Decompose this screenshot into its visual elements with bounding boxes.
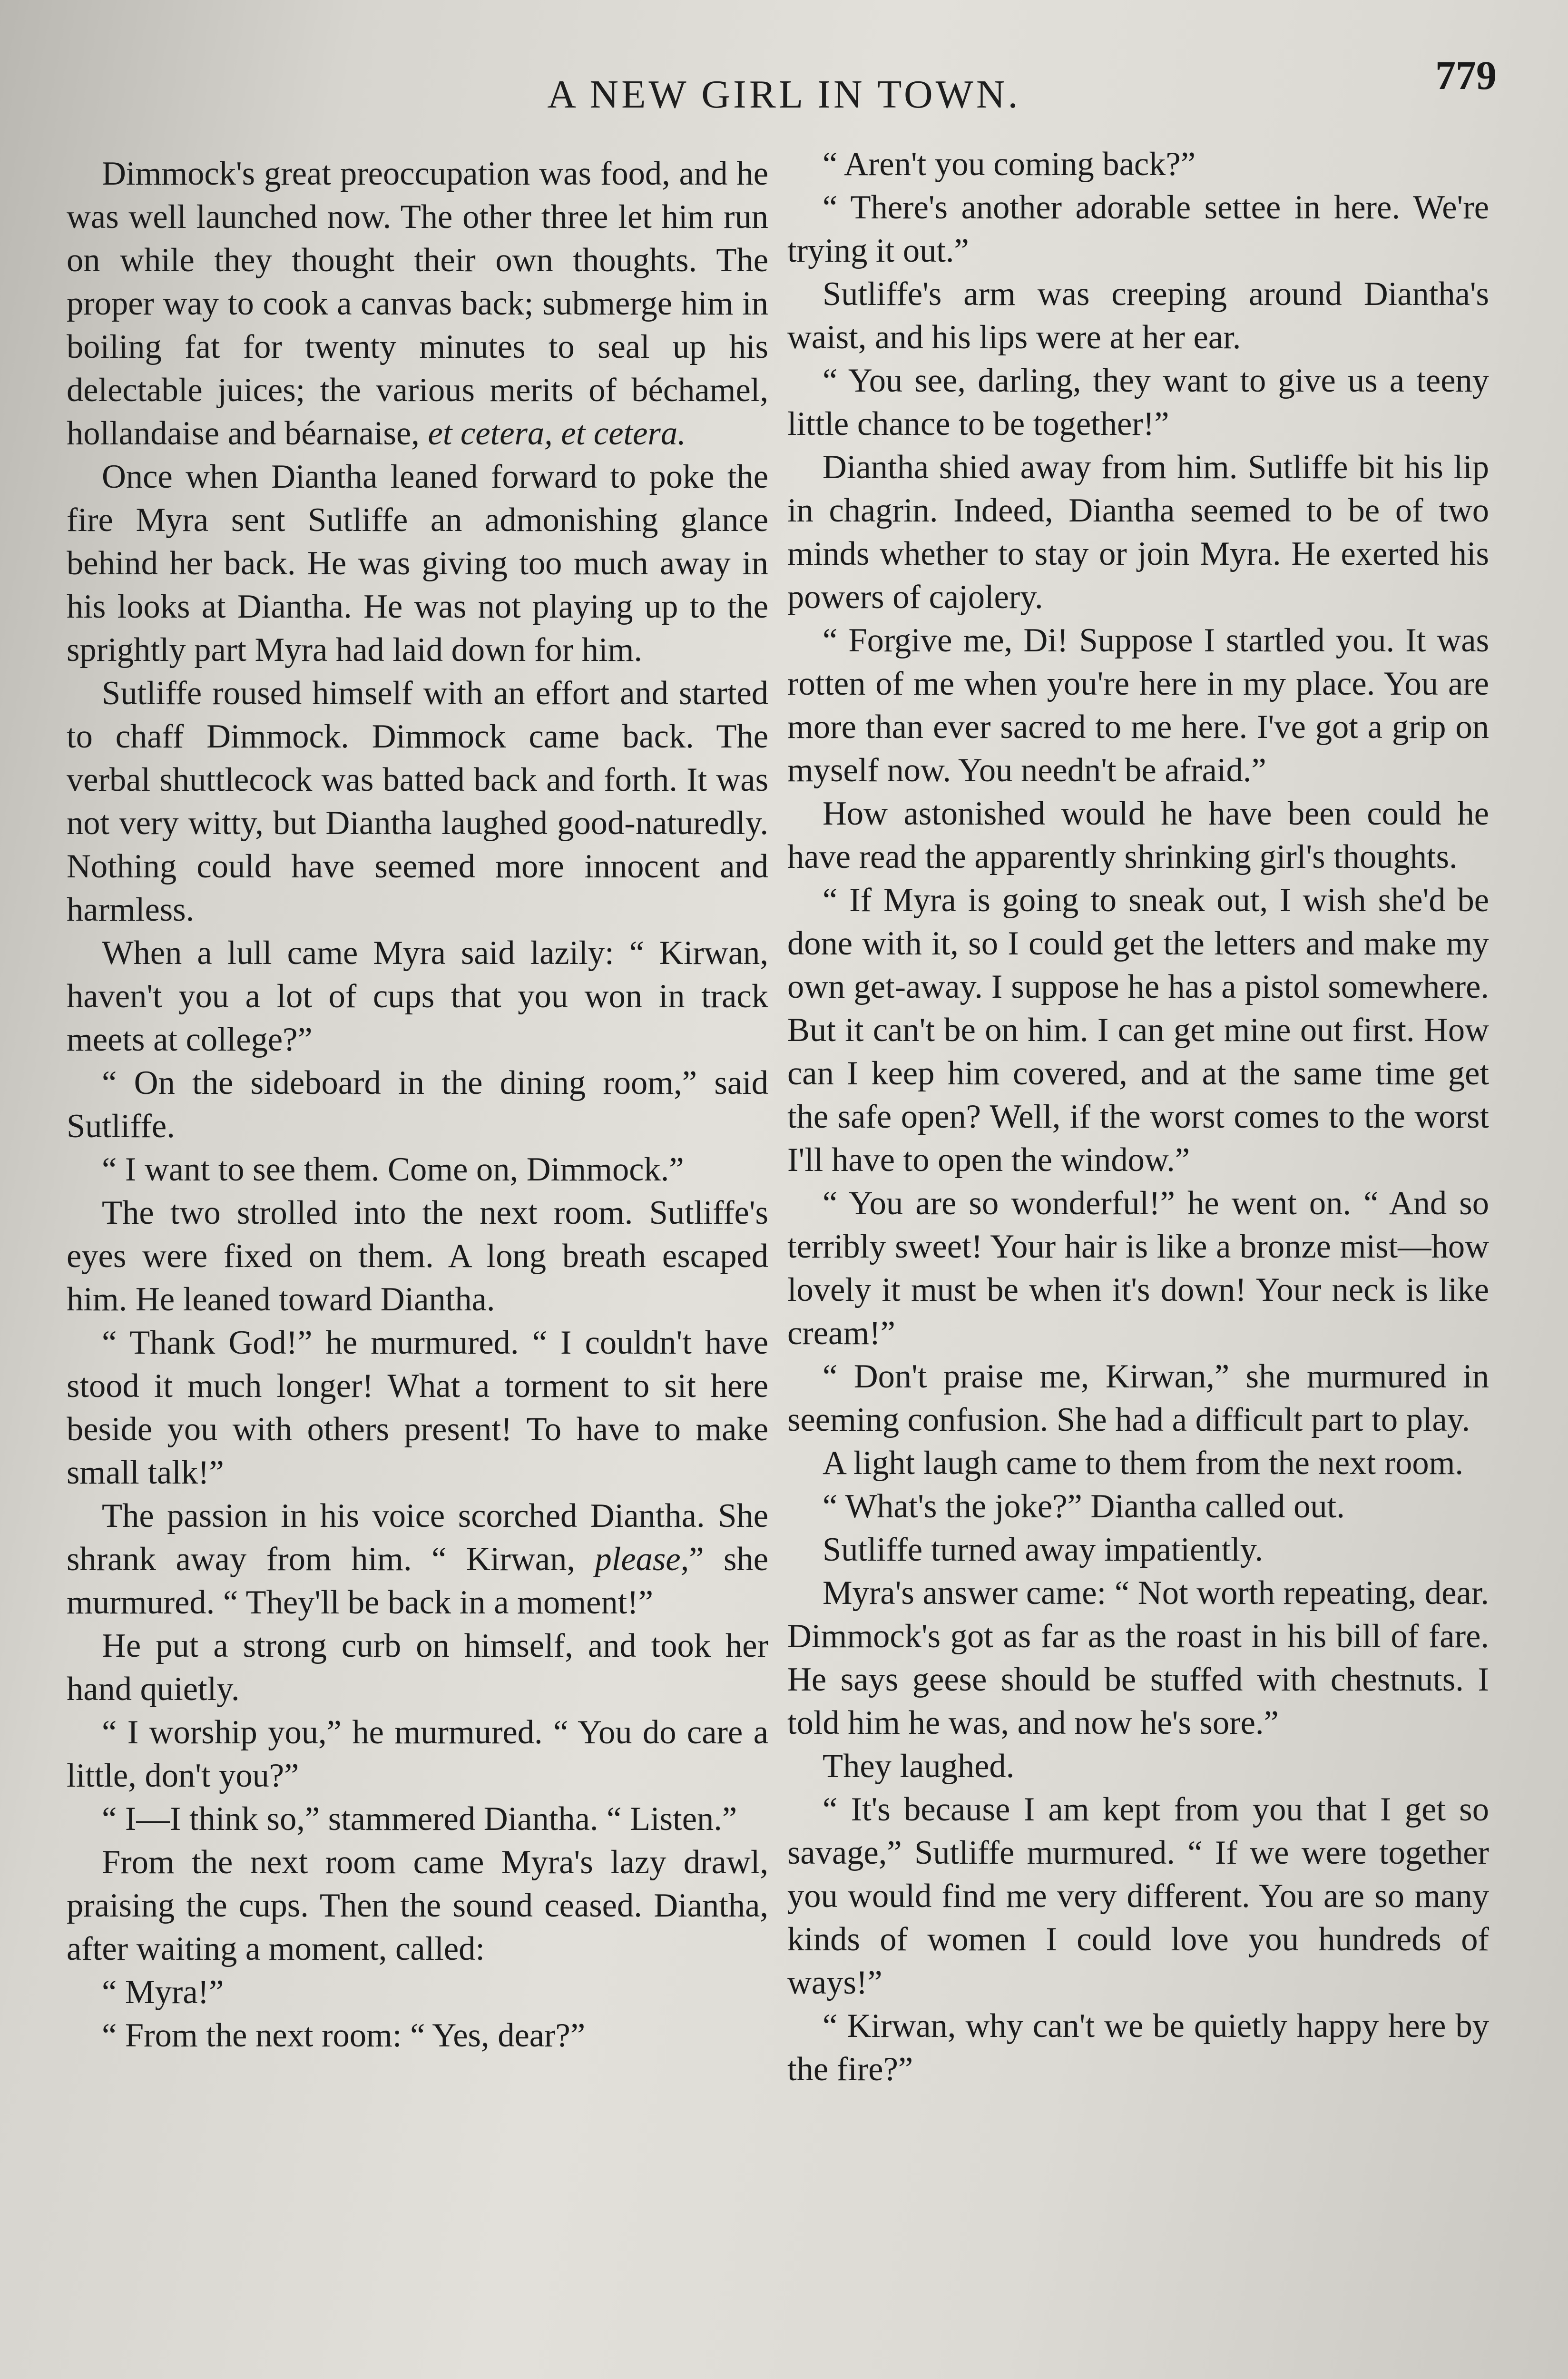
paragraph: Once when Diantha leaned forward to poke the fire Myra sent Sutliffe an admonishing glance behind her back. He was giving too much away in his looks at Diantha. He was not playing up to the sprightly part Myra had laid down for him. (67, 458, 768, 668)
paragraph: “ If Myra is going to sneak out, I wish she'd be done with it, so I could get the letters and make my own get-away. I suppose he has a pistol somewhere. But it can't be on him. I can get mine out first. How can I keep him covered, and at the same time get the safe open? Well, if the worst comes to the worst I'll have to open the window.” (787, 882, 1489, 1179)
paragraph: How astonished would he have been could he have read the apparently shrinking girl's thoughts. (787, 795, 1489, 875)
paragraph: “ Kirwan, why can't we be quietly happy here by the fire?” (787, 2007, 1489, 2088)
running-head: A NEW GIRL IN TOWN. (547, 72, 1021, 117)
paragraph: “ I—I think so,” stammered Diantha. “ Listen.” (102, 1800, 737, 1838)
paragraph-text: Dimmock's great preoccupation was food, and he was well launched now. The other three let him run on while they thought their own thoughts. The proper way to cook a canvas back; submerge him in boiling fat for twenty minutes to seal up his delectable juices; the various merits of béchamel, hollandaise and béarnaise, (67, 155, 768, 452)
paragraph: Sutliffe turned away impatiently. (823, 1531, 1264, 1568)
paragraph: “ There's another adorable settee in here. We're trying it out.” (787, 189, 1489, 269)
paragraph: “ You see, darling, they want to give us a teeny little chance to be together!” (787, 362, 1489, 442)
paragraph: From the next room came Myra's lazy drawl, praising the cups. Then the sound ceased. Diantha, after waiting a moment, called: (67, 1844, 768, 1967)
italic-text: please, (595, 1541, 689, 1578)
paragraph: “ What's the joke?” Diantha called out. (823, 1488, 1345, 1525)
italic-text: et cetera, et cetera. (428, 415, 686, 452)
paragraph: A light laugh came to them from the next room. (823, 1445, 1464, 1482)
paragraph: “ Thank God!” he murmured. “ I couldn't have stood it much longer! What a torment to sit here beside you with others present! To have to make small talk!” (67, 1324, 768, 1491)
paragraph: “ On the sideboard in the dining room,” said Sutliffe. (67, 1064, 768, 1145)
paragraph: Myra's answer came: “ Not worth repeating, dear. Dimmock's got as far as the roast in his bill of fare. He says geese should be stuffed with chestnuts. I told him he was, and now he's sore.” (787, 1574, 1489, 1741)
paragraph: “ It's because I am kept from you that I get so savage,” Sutliffe murmured. “ If we were together you would find me very different. You are so many kinds of women I could love you hundreds of ways!” (787, 1791, 1489, 2001)
right-column (787, 143, 1489, 2091)
paragraph: Sutliffe roused himself with an effort and started to chaff Dimmock. Dimmock came back. The verbal shuttlecock was batted back and forth. It was not very witty, but Diantha laughed good-naturedly. Nothing could have seemed more innocent and harmless. (67, 675, 768, 928)
paragraph: He put a strong curb on himself, and took her hand quietly. (67, 1627, 768, 1708)
paragraph (67, 152, 768, 455)
left-column (67, 152, 768, 2057)
paragraph: “ From the next room: “ Yes, dear?” (102, 2017, 586, 2054)
paragraph: When a lull came Myra said lazily: “ Kirwan, haven't you a lot of cups that you won in track meets at college?” (67, 934, 768, 1058)
paragraph: “ I want to see them. Come on, Dimmock.” (102, 1151, 684, 1188)
paragraph: They laughed. (823, 1748, 1015, 1785)
paragraph: “ Don't praise me, Kirwan,” she murmured in seeming confusion. She had a difficult part to play. (787, 1358, 1489, 1438)
paragraph: The two strolled into the next room. Sutliffe's eyes were fixed on them. A long breath escaped him. He leaned toward Diantha. (67, 1194, 768, 1318)
paragraph: “ You are so wonderful!” he went on. “ And so terribly sweet! Your hair is like a bronze mist—how lovely it must be when it's down! Your neck is like cream!” (787, 1185, 1489, 1352)
paragraph: “ Myra!” (102, 1974, 224, 2011)
page-number: 779 (1435, 52, 1497, 98)
paragraph-text: The passion in his voice scorched Diantha. She shrank away from him. “ Kirwan, (67, 1497, 768, 1578)
paragraph (67, 1494, 768, 1624)
paragraph: “ I worship you,” he murmured. “ You do care a little, don't you?” (67, 1714, 768, 1794)
paragraph: Diantha shied away from him. Sutliffe bit his lip in chagrin. Indeed, Diantha seemed to be of two minds whether to stay or join Myra. He exerted his powers of cajolery. (787, 449, 1489, 616)
paragraph: Sutliffe's arm was creeping around Diantha's waist, and his lips were at her ear. (787, 275, 1489, 356)
paragraph: “ Forgive me, Di! Suppose I startled you. It was rotten of me when you're here in my place. You are more than ever sacred to me here. I've got a grip on myself now. You needn't be afraid.” (787, 622, 1489, 789)
paragraph: “ Aren't you coming back?” (823, 146, 1196, 183)
paragraph-text: ” she murmured. “ They'll be back in a moment!” (67, 1541, 769, 1621)
